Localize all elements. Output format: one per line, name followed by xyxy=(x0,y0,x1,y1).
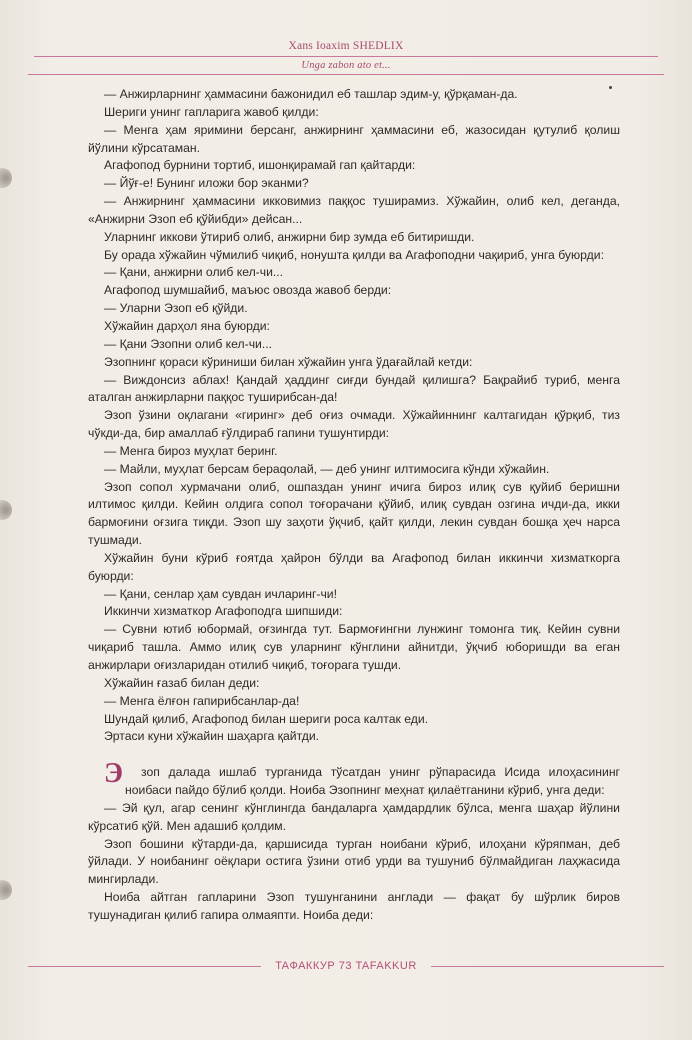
binder-hole xyxy=(0,500,12,520)
section-one xyxy=(88,86,620,746)
drop-cap: Э xyxy=(104,758,123,790)
footer-rule-left xyxy=(28,966,261,967)
footer-label: TAФАККУР 73 TAFAKKUR xyxy=(275,960,417,972)
paragraph: Эзоп ўзини оқлагани «гиринг» деб оғиз очмади. Хўжайиннинг калтагидан қўрқиб, тиз чўкди-да, бир амаллаб ғўлдираб гапини тушунтирди: xyxy=(88,408,620,441)
paragraph: Хўжайин буни кўриб ғоятда ҳайрон бўлди ва Агафопод билан иккинчи хизматкорга буюрди: xyxy=(88,550,620,583)
paragraph: Хўжайин ғазаб билан деди: xyxy=(104,675,260,690)
header-rule-bottom xyxy=(28,74,664,75)
paragraph: — Эй қул, агар сенинг кўнглингда бандаларга ҳамдардлик бўлса, менга шаҳар йўлини кўрсатиб қўй. Мен адашиб қолдим. xyxy=(88,800,620,833)
page-footer xyxy=(28,958,664,974)
opening-paragraph-text: зоп далада ишлаб турганида тўсатдан унинг рўпарасида Исида илоҳасининг ноибаси пайдо бўлиб қолди. Ноиба Эзопнинг меҳнат қилаётганини кўриб, унга деди: xyxy=(125,765,620,798)
paragraph: — Уларни Эзоп еб қўйди. xyxy=(104,301,248,316)
paragraph: Уларнинг иккови ўтириб олиб, анжирни бир зумда еб битиришди. xyxy=(104,229,475,244)
paragraph: — Виждонсиз аблах! Қандай ҳаддинг сиғди бундай қилишга? Бақрайиб туриб, менга аталган анжирларни паққос туширибсан-да! xyxy=(88,372,620,405)
binder-hole xyxy=(0,880,12,900)
paragraph: Эзоп бошини кўтарди-да, қаршисида турган ноибани кўриб, илоҳани кўряпман, деб ўйлади. У ноибанинг оёқлари остига ўзини отиб урди ва тушуниб бўлмайдиган лаҳжасида мингирлади. xyxy=(88,836,620,887)
paragraph: — Қани Эзопни олиб кел-чи... xyxy=(104,336,273,351)
header-subtitle: Unga zabon ato et... xyxy=(301,60,391,71)
paragraph: — Анжирларнинг ҳаммасини бажонидил еб ташлар эдим-у, қўрқаман-да. xyxy=(104,87,518,101)
paragraph: — Йўғ-е! Бунинг иложи бор эканми? xyxy=(104,176,309,191)
paragraph: — Майли, муҳлат берсам бераqолай, — деб унинг илтимосига кўнди хўжайин. xyxy=(104,461,550,476)
running-header xyxy=(28,40,664,71)
header-author: Xans Ioaxim SHEDLIX xyxy=(288,40,404,52)
paragraph: Агафопод бурнини тортиб, ишонқирамай гап қайтарди: xyxy=(104,158,416,173)
body-text xyxy=(88,86,620,925)
section-two xyxy=(88,800,620,925)
paragraph: Ноиба айтган гапларини Эзоп тушунганини англади — фақат бу шўрлик биров тушунадиган қилиб гапира олмаяпти. Ноиба деди: xyxy=(88,890,620,922)
paragraph: — Анжирнинг ҳаммасини икковимиз паққос туширамиз. Хўжайин, олиб кел, деганда, «Анжирни Эзоп еб қўйибди» дейсан... xyxy=(88,194,620,226)
section-separator xyxy=(88,746,620,764)
paragraph: Шундай қилиб, Агафопод билан шериги роса калтак еди. xyxy=(104,711,429,726)
header-rule xyxy=(34,56,658,57)
footer-rule-right xyxy=(431,966,664,967)
paragraph: Иккинчи хизматкор Агафоподга шипшиди: xyxy=(104,604,343,619)
paragraph: Эзопнинг қораси кўриниши билан хўжайин унга ўдағайлай кетди: xyxy=(104,354,473,369)
paragraph: Эртаси куни хўжайин шаҳарга қайтди. xyxy=(104,729,320,744)
paragraph: — Менга ёлғон гапирибсанлар-да! xyxy=(104,693,300,708)
paragraph: — Менга ҳам яримини берсанг, анжирнинг ҳаммасини еб, жазосидан қутулиб қолиш йўлини кўрсатаман. xyxy=(88,122,620,155)
paragraph: Хўжайин дарҳол яна буюрди: xyxy=(104,318,270,333)
paragraph: Шериги унинг гапларига жавоб қилди: xyxy=(104,104,319,119)
paragraph: Агафопод шумшайиб, маъюс овозда жавоб берди: xyxy=(104,283,392,298)
paragraph: — Менга бироз муҳлат беринг. xyxy=(104,443,278,458)
binder-hole xyxy=(0,168,12,188)
section-two-opening-paragraph xyxy=(88,758,620,800)
paragraph: — Қани, анжирни олиб кел-чи... xyxy=(104,265,284,280)
paragraph: — Қани, сенлар ҳам сувдан ичларинг-чи! xyxy=(104,586,337,601)
paragraph: — Сувни ютиб юбормай, оғзингда тут. Бармоғингни лунжинг томонга тиқ. Кейин сувни чиқариб ташла. Аммо илиқ сув уларнинг кўнглини айнитди, ўқчиб юборишди ва еган анжирлари оғизларидан отилиб чиқиб, тоғорага тушди. xyxy=(88,622,620,672)
paragraph: Бу орада хўжайин чўмилиб чиқиб, нонушта қилди ва Агафоподни чақириб, унга буюрди: xyxy=(104,247,604,262)
paragraph: Эзоп сопол хурмачани олиб, ошпаздан унинг ичига бироз илиқ сув қуйиб беришни илтимос қилди. Кейин олдига сопол тоғорачани қўйиб, илиқ сувдан озгина ичди-да, икки бармоғини оғзига тиқди. Эзоп шу заҳоти ўқчиб, қайт қилди, лекин сувдан бошқа ҳеч нарса тушмади. xyxy=(88,479,620,548)
